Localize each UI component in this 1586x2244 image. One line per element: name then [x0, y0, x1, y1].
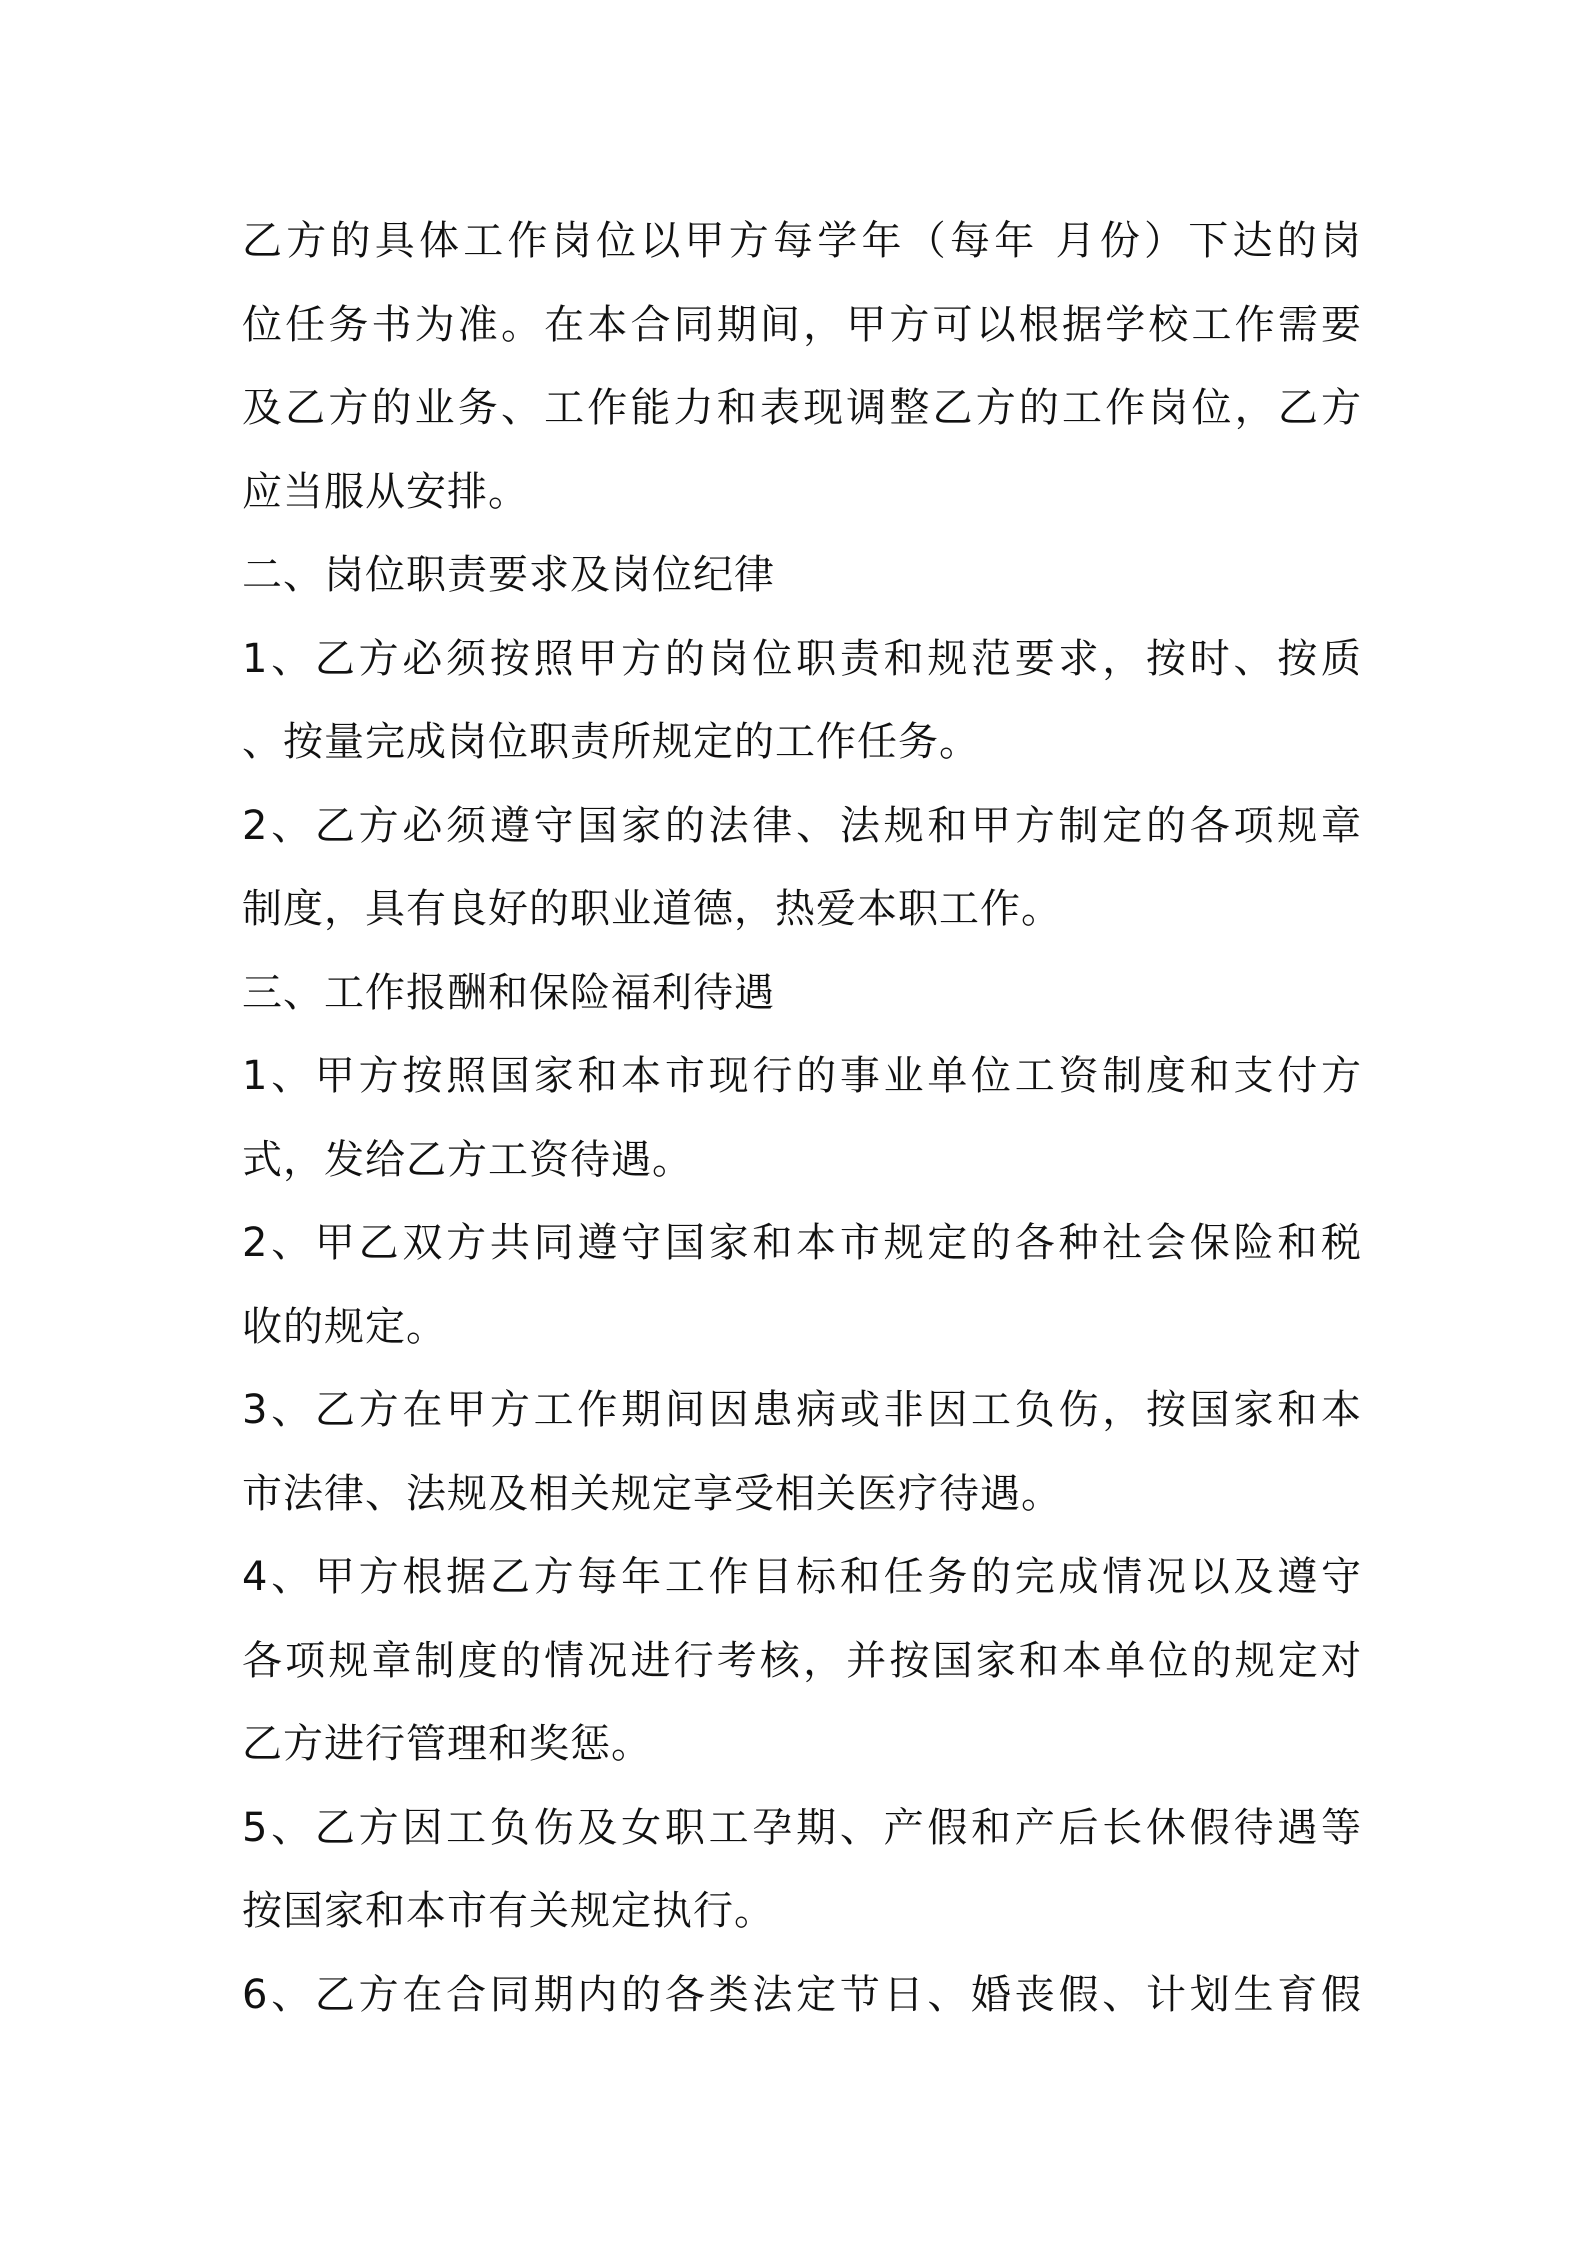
text-line: 式，发给乙方工资待遇。 [242, 1136, 693, 1183]
section-heading: 二、岗位职责要求及岗位纪律 [242, 552, 775, 598]
text-line: 各项规章制度的情况进行考核，并按国家和本单位的规定对 [242, 1637, 1362, 1684]
text-line: 1、乙方必须按照甲方的岗位职责和规范要求，按时、按质 [242, 635, 1362, 682]
text-line: 乙方的具体工作岗位以甲方每学年（每年 月份）下达的岗 [242, 218, 1362, 264]
text-line: 位任务书为准。在本合同期间，甲方可以根据学校工作需要 [242, 301, 1362, 348]
text-line: 5、乙方因工负伤及女职工孕期、产假和产后长休假待遇等 [242, 1804, 1362, 1851]
text-line: 2、甲乙双方共同遵守国家和本市规定的各种社会保险和税 [242, 1220, 1362, 1266]
text-line: 市法律、法规及相关规定享受相关医疗待遇。 [242, 1470, 1062, 1517]
text-line: 1、甲方按照国家和本市现行的事业单位工资制度和支付方 [242, 1053, 1362, 1099]
section-heading: 三、工作报酬和保险福利待遇 [242, 969, 775, 1016]
text-line: 应当服从安排。 [242, 468, 529, 515]
text-line: 按国家和本市有关规定执行。 [242, 1888, 775, 1934]
text-line: 收的规定。 [242, 1303, 447, 1350]
text-line: 4、甲方根据乙方每年工作目标和任务的完成情况以及遵守 [242, 1554, 1362, 1600]
text-line: 及乙方的业务、工作能力和表现调整乙方的工作岗位，乙方 [242, 385, 1362, 431]
document-body [242, 200, 1362, 2037]
text-line: 乙方进行管理和奖惩。 [242, 1721, 652, 1767]
text-line: 6、乙方在合同期内的各类法定节日、婚丧假、计划生育假 [242, 1971, 1362, 2018]
text-line: 3、乙方在甲方工作期间因患病或非因工负伤，按国家和本 [242, 1387, 1362, 1433]
text-line: 、按量完成岗位职责所规定的工作任务。 [242, 719, 980, 765]
text-line: 2、乙方必须遵守国家的法律、法规和甲方制定的各项规章 [242, 802, 1362, 849]
text-line: 制度，具有良好的职业道德，热爱本职工作。 [242, 886, 1062, 932]
